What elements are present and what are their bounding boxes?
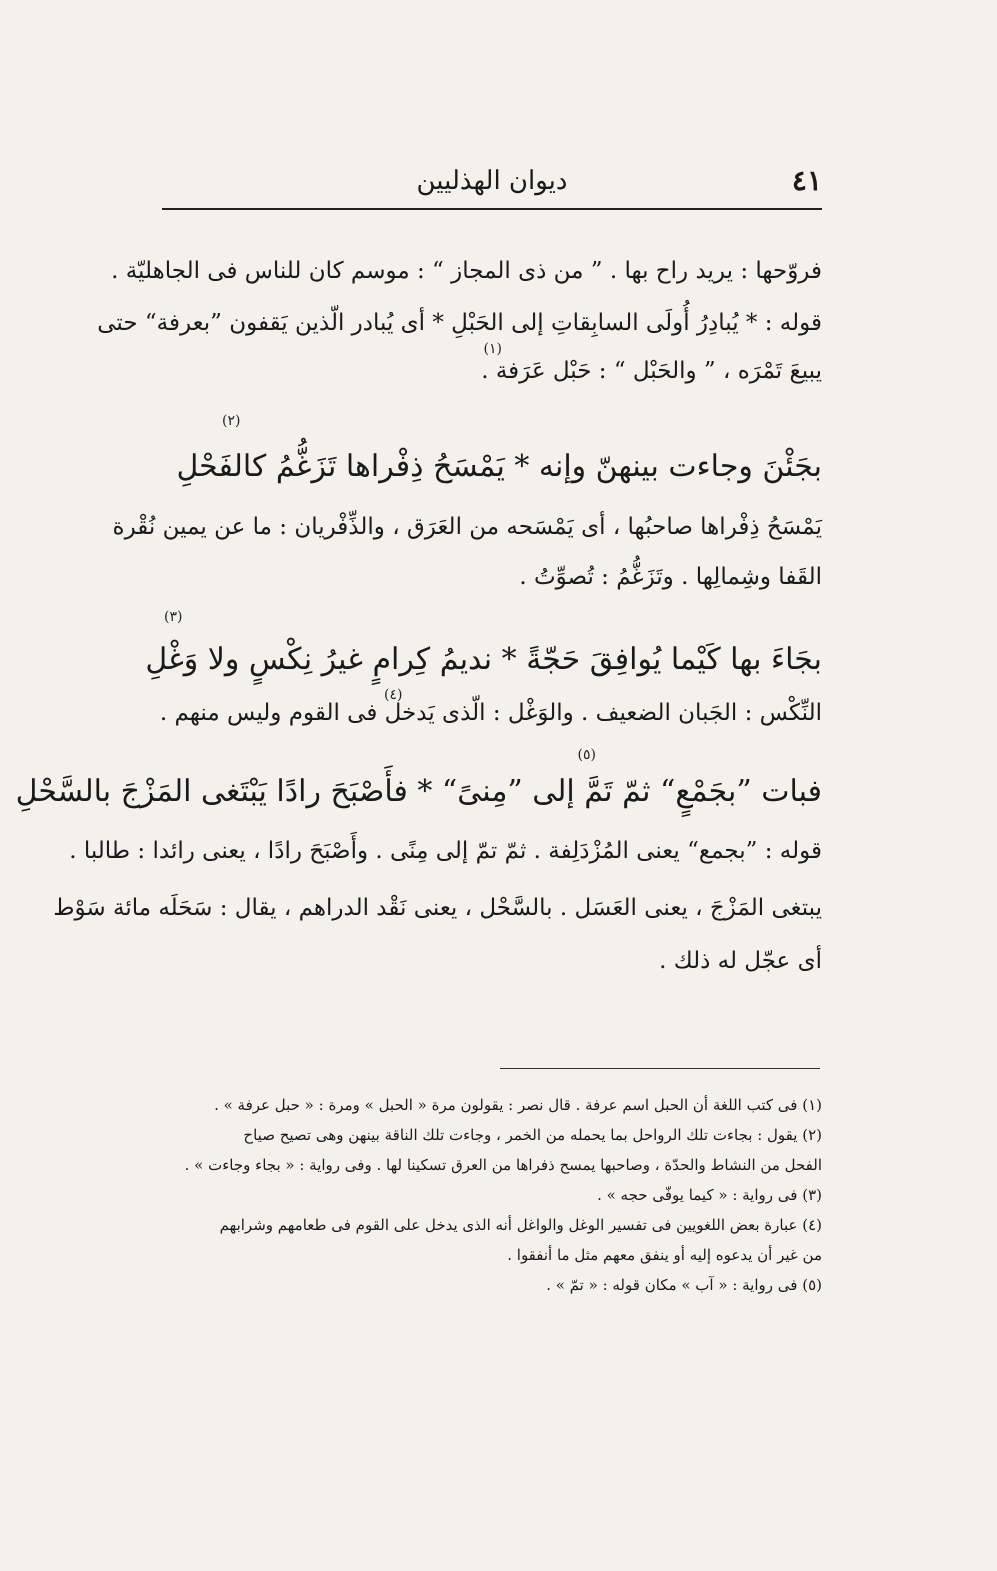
text-line: القَفا وشِمالِها . وتَزَغُّمُ : تُصوِّتُ . bbox=[519, 564, 822, 590]
book-title: ديوان الهذليين bbox=[416, 166, 568, 196]
footnote-2: (٢) يقول : بجاءت تلك الرواحل بما يحمله من الخمر ، وجاءت تلك الناقة بينهن وهى تصيح صياح bbox=[243, 1126, 822, 1144]
text-line: النِّكْس : الجَبان الضعيف . والوَغْل : الّذى يَدخل فى القوم وليس منهم . bbox=[159, 700, 822, 726]
text-line: يَمْسَحُ ذِفْراها صاحبُها ، أى يَمْسَحه من العَرَق ، والذِّفْريان : ما عن يمين نُقْرة bbox=[112, 514, 822, 540]
verse-line: بجَئْنَ وجاءت بينهنّ وإنه * يَمْسَحُ ذِفْراها تَزَغُّمُ كالفَحْلِ bbox=[176, 449, 822, 484]
footnote-marker-5: (٥) bbox=[577, 747, 596, 763]
text-line-with-footnote-4 bbox=[159, 687, 822, 738]
verse-line: بجَاءَ بها كَيْما يُوافِقَ حَجّةً * نديمُ كِرامٍ غيرُ نِكْسٍ ولا وَغْلِ bbox=[145, 642, 822, 677]
header-rule bbox=[162, 208, 822, 210]
footnote-3: (٣) فى رواية : « كيما يوفّى حجه » . bbox=[597, 1186, 822, 1204]
footnote-marker-2: (٢) bbox=[222, 413, 241, 429]
footnote-5: (٥) فى رواية : « آب » مكان قوله : « تمّ » . bbox=[546, 1276, 822, 1294]
text-line: فروّحها : يريد راح بها . ” من ذى المجاز “ : موسم كان للناس فى الجاهليّة . bbox=[111, 258, 822, 284]
footnote-4-continued: من غير أن يدعوه إليه أو ينفق معهم مثل ما أنفقوا . bbox=[507, 1246, 822, 1264]
main-text bbox=[15, 244, 822, 986]
footnote-4: (٤) عبارة بعض اللغويين فى تفسير الوغل والواغل أنه الذى يدخل على القوم فى طعامهم وشرابهم bbox=[219, 1216, 822, 1234]
footnote-rule bbox=[500, 1068, 820, 1069]
footnote-marker-3: (٣) bbox=[164, 609, 183, 625]
footnotes bbox=[162, 1090, 822, 1300]
text-line-with-footnote-1 bbox=[162, 341, 822, 394]
text-line: قوله : ”بجمع“ يعنى المُزْدَلِفة . ثمّ تمّ إلى مِنًى . وأَصْبَحَ رادًا ، يعنى رائدا : طالبا . bbox=[69, 838, 822, 864]
footnote-marker-4: (٤) bbox=[384, 687, 403, 703]
footnote-2-continued: الفحل من النشاط والحدّة ، وصاحبها يمسح ذفراها من العرق تسكينا لها . وفى رواية : « بجاء وجاءت » . bbox=[184, 1156, 822, 1174]
text-line: يبيعَ تَمْرَه ، ” والحَبْل “ : حَبْل عَرَفة . bbox=[481, 358, 822, 384]
running-header bbox=[162, 160, 822, 208]
text-line: قوله : * يُبادِرُ أُولَى السابِقاتِ إلى الحَبْلِ * أى يُبادر الّذين يَقفون ”بعرفة“ حتى bbox=[97, 310, 822, 336]
footnote-1: (١) فى كتب اللغة أن الحبل اسم عرفة . قال نصر : يقولون مرة « الحبل » ومرة : « حبل عرفة » . bbox=[214, 1096, 822, 1114]
verse-line: فبات ”بجَمْعٍ“ ثمّ تَمَّ إلى ”مِنىً“ * فأَصْبَحَ رادًا يَبْتَغى المَزْجَ بالسَّحْلِ bbox=[15, 774, 822, 809]
footnote-marker-1: (١) bbox=[483, 341, 502, 357]
text-line: أى عجّل له ذلك . bbox=[659, 948, 822, 974]
text-line: يبتغى المَزْجَ ، يعنى العَسَل . بالسَّحْل ، يعنى نَقْد الدراهم ، يقال : سَحَلَه مائة سَوْط bbox=[53, 895, 822, 921]
page-number: ٤١ bbox=[791, 164, 822, 197]
